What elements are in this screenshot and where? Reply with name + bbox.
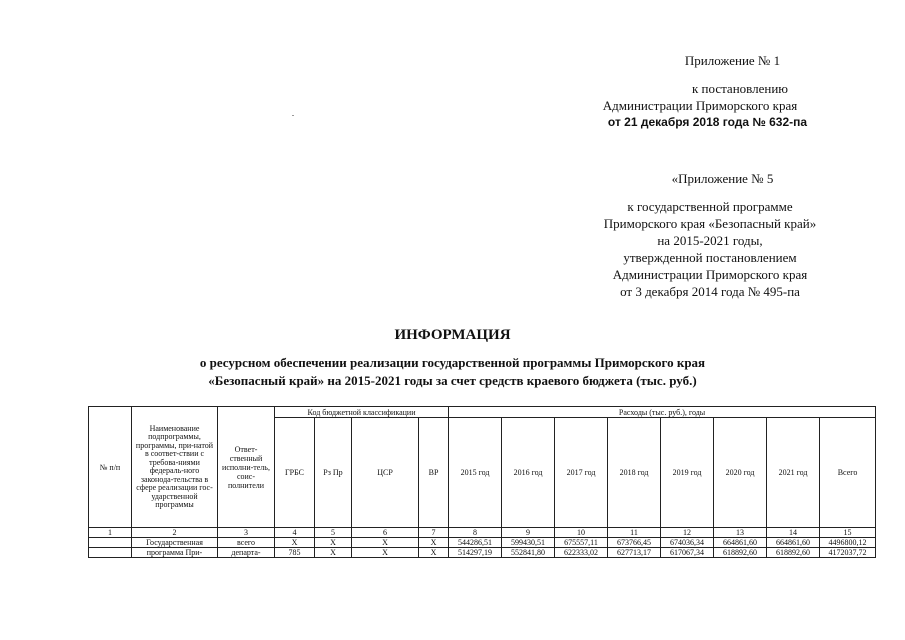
value-cell: 664861,60 bbox=[767, 538, 820, 548]
expenses-group-header: Расходы (тыс. руб.), годы bbox=[449, 407, 876, 418]
vr-cell: X bbox=[419, 538, 449, 548]
program-line-3: на 2015-2021 годы, bbox=[657, 233, 763, 248]
value-cell: 617067,34 bbox=[661, 548, 714, 558]
resource-table bbox=[88, 406, 876, 558]
program-line-6: от 3 декабря 2014 года № 495-па bbox=[620, 284, 800, 299]
grbs-cell: X bbox=[275, 538, 315, 548]
value-cell: 544286,51 bbox=[449, 538, 502, 548]
col-csr-header: ЦСР bbox=[352, 418, 419, 528]
col-year-header: 2018 год bbox=[608, 418, 661, 528]
col-number-header: № п/п bbox=[89, 407, 132, 528]
program-name-cell: Государственная bbox=[132, 538, 218, 548]
table-row bbox=[89, 548, 876, 558]
program-line-4: утвержденной постановлением bbox=[623, 250, 797, 265]
column-number: 1 bbox=[89, 528, 132, 538]
document-subtitle-2: «Безопасный край» на 2015-2021 годы за счет средств краевого бюджета (тыс. руб.) bbox=[208, 373, 697, 388]
row-number-cell bbox=[89, 538, 132, 548]
responsible-cell: департа- bbox=[218, 548, 275, 558]
total-cell: 4172037,72 bbox=[820, 548, 876, 558]
col-name-header: Наименование подпрограммы, программы, при-натой в соответ-ствии с требова-ниями федераль-ного законода-тельства в сфере реализации гос-ударственной программы bbox=[132, 407, 218, 528]
value-cell: 622333,02 bbox=[555, 548, 608, 558]
document-title: ИНФОРМАЦИЯ bbox=[394, 327, 511, 343]
scan-speck bbox=[292, 115, 294, 116]
approval-header bbox=[580, 52, 900, 131]
csr-cell: X bbox=[352, 548, 419, 558]
total-cell: 4496800,12 bbox=[820, 538, 876, 548]
column-number: 8 bbox=[449, 528, 502, 538]
appendix-5-label: «Приложение № 5 bbox=[671, 171, 774, 186]
budget-code-group-header: Код бюджетной классификации bbox=[275, 407, 449, 418]
column-number: 9 bbox=[502, 528, 555, 538]
document-subtitle-1: о ресурсном обеспечении реализации государственной программы Приморского края bbox=[199, 355, 706, 370]
program-appendix-header bbox=[580, 170, 900, 300]
responsible-cell: всего bbox=[218, 538, 275, 548]
row-number-cell bbox=[89, 548, 132, 558]
col-rzpr-header: Рз Пр bbox=[315, 418, 352, 528]
value-cell: 675557,11 bbox=[555, 538, 608, 548]
column-number: 13 bbox=[714, 528, 767, 538]
col-year-header: 2021 год bbox=[767, 418, 820, 528]
col-year-header: 2019 год bbox=[661, 418, 714, 528]
column-number: 7 bbox=[419, 528, 449, 538]
col-year-header: 2017 год bbox=[555, 418, 608, 528]
table-row bbox=[89, 538, 876, 548]
value-cell: 552841,80 bbox=[502, 548, 555, 558]
col-vr-header: ВР bbox=[419, 418, 449, 528]
column-number: 12 bbox=[661, 528, 714, 538]
value-cell: 673766,45 bbox=[608, 538, 661, 548]
to-resolution: к постановлению bbox=[691, 81, 789, 96]
value-cell: 627713,17 bbox=[608, 548, 661, 558]
csr-cell: X bbox=[352, 538, 419, 548]
value-cell: 664861,60 bbox=[714, 538, 767, 548]
resolution-date: от 21 декабря 2018 года № 632-па bbox=[607, 115, 808, 129]
column-number: 11 bbox=[608, 528, 661, 538]
program-name-cell: программа При- bbox=[132, 548, 218, 558]
grbs-cell: 785 bbox=[275, 548, 315, 558]
col-year-header: 2016 год bbox=[502, 418, 555, 528]
administration-name: Администрации Приморского края bbox=[602, 98, 798, 113]
column-number: 14 bbox=[767, 528, 820, 538]
program-line-1: к государственной программе bbox=[627, 199, 793, 214]
column-number: 3 bbox=[218, 528, 275, 538]
program-line-5: Администрации Приморского края bbox=[612, 267, 808, 282]
col-total-header: Всего bbox=[820, 418, 876, 528]
value-cell: 514297,19 bbox=[449, 548, 502, 558]
column-number: 5 bbox=[315, 528, 352, 538]
value-cell: 618892,60 bbox=[714, 548, 767, 558]
column-number: 6 bbox=[352, 528, 419, 538]
appendix-number: Приложение № 1 bbox=[684, 53, 781, 68]
col-year-header: 2015 год bbox=[449, 418, 502, 528]
column-number: 2 bbox=[132, 528, 218, 538]
program-line-2: Приморского края «Безопасный край» bbox=[603, 216, 817, 231]
value-cell: 674036,34 bbox=[661, 538, 714, 548]
rzpr-cell: X bbox=[315, 538, 352, 548]
column-number: 4 bbox=[275, 528, 315, 538]
rzpr-cell: X bbox=[315, 548, 352, 558]
column-number: 15 bbox=[820, 528, 876, 538]
column-number: 10 bbox=[555, 528, 608, 538]
vr-cell: X bbox=[419, 548, 449, 558]
value-cell: 599430,51 bbox=[502, 538, 555, 548]
col-responsible-header: Ответ-ственный исполни-тель, соис-полнители bbox=[218, 407, 275, 528]
col-year-header: 2020 год bbox=[714, 418, 767, 528]
col-grbs-header: ГРБС bbox=[275, 418, 315, 528]
value-cell: 618892,60 bbox=[767, 548, 820, 558]
column-number-row bbox=[89, 528, 876, 538]
